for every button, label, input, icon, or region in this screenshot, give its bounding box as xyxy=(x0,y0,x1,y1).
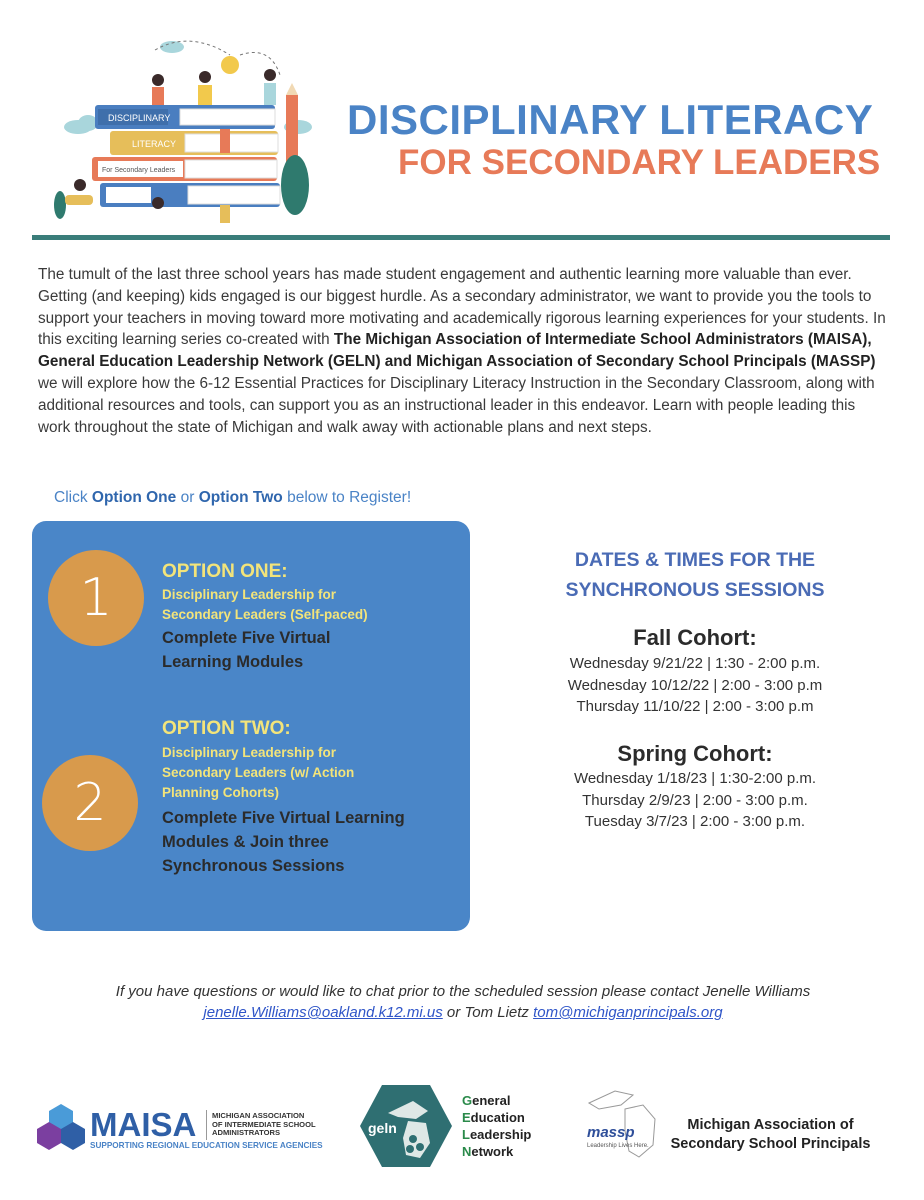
maisa-logo-name: MAISA xyxy=(90,1106,197,1143)
geln-initial-e: E xyxy=(462,1110,471,1125)
geln-word-education xyxy=(462,1109,531,1126)
option-one-number: 1 xyxy=(48,550,144,646)
book-spine-literacy: LITERACY xyxy=(132,139,177,149)
option-two-link[interactable]: Option Two xyxy=(198,489,283,506)
fall-session-1: Wednesday 9/21/22 | 1:30 - 2:00 p.m. xyxy=(569,655,821,672)
geln-rest-n: etwork xyxy=(471,1144,514,1159)
geln-rest-e: ducation xyxy=(470,1110,525,1125)
option-two-number: 2 xyxy=(42,755,138,851)
spring-cohort-heading: Spring Cohort: xyxy=(617,741,773,766)
fall-session-3: Thursday 11/10/22 | 2:00 - 3:00 p.m xyxy=(576,698,814,715)
option-one-subtitle: Disciplinary Leadership for Secondary Leaders (Self-paced) xyxy=(162,587,368,622)
books-illustration xyxy=(40,35,330,225)
geln-rest-g: eneral xyxy=(472,1093,511,1108)
geln-rest-l: eadership xyxy=(469,1127,532,1142)
geln-initial-l: L xyxy=(462,1127,470,1142)
intro-text-part1: The tumult of the last three school years has made student engagement and authentic learning more valuable than ever. Getting (and keeping) kids engaged is our biggest hurdle. As a secondary administrator, we want to provide you the tools to support your teachers in moving toward more motivating and academically rigorous learning experiences for your students. In this exciting learning series co-created with xyxy=(38,266,886,349)
dates-heading xyxy=(500,545,890,605)
option-one-heading[interactable]: OPTION ONE: xyxy=(162,561,288,582)
maisa-line2: OF INTERMEDIATE SCHOOL xyxy=(212,1119,316,1129)
spring-session-1: Wednesday 1/18/23 | 1:30-2:00 p.m. xyxy=(573,770,817,787)
intro-paragraph xyxy=(38,264,888,438)
maisa-tagline: SUPPORTING REGIONAL EDUCATION SERVICE AGENCIES xyxy=(90,1141,323,1150)
fall-session-2: Wednesday 10/12/22 | 2:00 - 3:00 p.m xyxy=(567,676,823,694)
geln-mark: geln xyxy=(368,1120,397,1136)
geln-initial-n: N xyxy=(462,1144,472,1159)
geln-word-leadership xyxy=(462,1126,531,1143)
intro-text-part2: we will explore how the 6-12 Essential Practices for Disciplinary Literacy Instruction in the Secondary Classroom, along with additional resources and tools, can support you as an instructional leader in this endeavor. Learn with people leading this work throughout the state of Michigan and walk away with actionable plans and next steps. xyxy=(38,374,875,436)
header-divider xyxy=(32,235,890,240)
massp-line1: Michigan Association of xyxy=(687,1117,854,1133)
spring-cohort-sessions xyxy=(500,768,890,833)
register-prefix: Click xyxy=(54,489,92,506)
maisa-divider xyxy=(206,1110,207,1140)
massp-mark: massp xyxy=(587,1124,635,1141)
maisa-org-name xyxy=(212,1112,316,1138)
spring-session-3: Tuesday 3/7/23 | 2:00 - 3:00 p.m. xyxy=(584,813,806,830)
register-instruction xyxy=(54,489,411,507)
contact-info xyxy=(60,981,866,1023)
geln-michigan-icon xyxy=(358,1083,454,1169)
option-two-subtitle: Disciplinary Leadership for Secondary Leaders (w/ Action Planning Cohorts) xyxy=(162,745,355,800)
maisa-hexagon-icon xyxy=(35,1102,87,1150)
massp-michigan-icon xyxy=(585,1085,661,1161)
fall-cohort-heading: Fall Cohort: xyxy=(633,625,757,650)
maisa-line1: MICHIGAN ASSOCIATION xyxy=(212,1111,305,1120)
massp-org-name xyxy=(668,1116,873,1154)
geln-initial-g: G xyxy=(462,1093,473,1108)
contact-text2: or Tom Lietz xyxy=(442,1004,534,1021)
dates-heading-line1: DATES & TIMES FOR THE xyxy=(574,549,816,571)
maisa-line3: ADMINISTRATORS xyxy=(212,1128,281,1137)
spring-session-2: Thursday 2/9/23 | 2:00 - 3:00 p.m. xyxy=(582,791,808,809)
register-middle: or xyxy=(176,489,199,506)
dates-heading-line2: SYNCHRONOUS SESSIONS xyxy=(565,579,825,601)
geln-logo-name xyxy=(462,1092,531,1160)
option-one-link[interactable]: Option One xyxy=(91,489,177,506)
geln-word-network xyxy=(462,1143,531,1160)
email-link-tom[interactable]: tom@michiganprincipals.org xyxy=(533,1004,723,1021)
option-two-heading[interactable]: OPTION TWO: xyxy=(162,718,291,739)
option-one-description: Complete Five Virtual Learning Modules xyxy=(162,629,331,671)
geln-word-general xyxy=(462,1092,531,1109)
fall-cohort-sessions xyxy=(500,653,890,718)
massp-tagline: Leadership Lives Here. xyxy=(587,1143,649,1149)
option-two-description: Complete Five Virtual Learning Modules & Join three Synchronous Sessions xyxy=(162,809,405,875)
massp-line2: Secondary School Principals xyxy=(670,1136,871,1152)
book-spine-secondary: For Secondary Leaders xyxy=(102,167,176,174)
intro-organizations: The Michigan Association of Intermediate School Administrators (MAISA), General Education Leadership Network (GELN) and Michigan Association of Secondary School Principals (MASSP) xyxy=(38,331,876,371)
contact-text1: If you have questions or would like to chat prior to the scheduled session please contact Jenelle Williams xyxy=(115,983,811,1000)
email-link-jenelle[interactable]: jenelle.Williams@oakland.k12.mi.us xyxy=(203,1004,443,1021)
book-spine-disciplinary: DISCIPLINARY xyxy=(108,113,171,123)
register-suffix: below to Register! xyxy=(282,489,412,506)
page-title-line1: DISCIPLINARY LITERACY xyxy=(347,96,874,143)
page-title-line2: FOR SECONDARY LEADERS xyxy=(398,143,881,182)
